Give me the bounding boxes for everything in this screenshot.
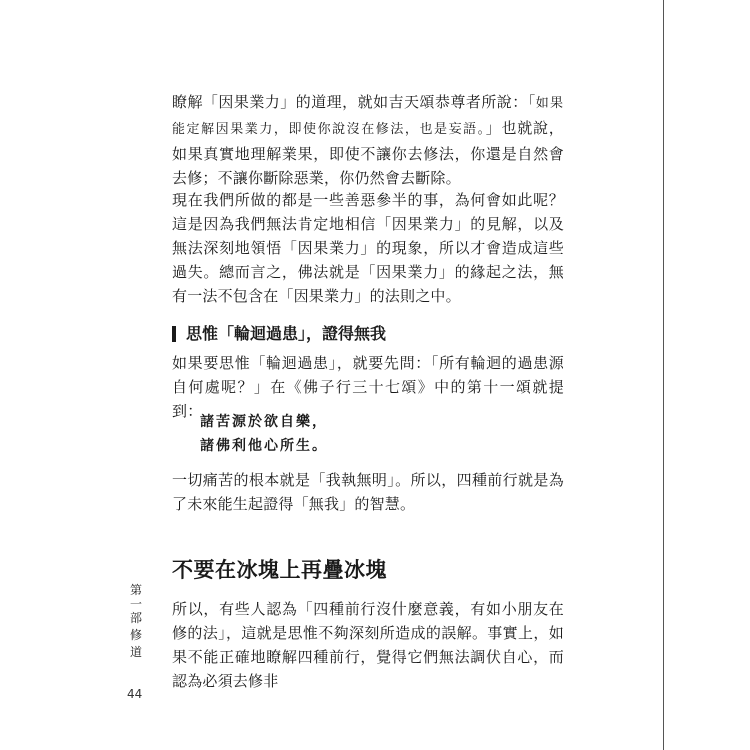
verse-line: 諸佛利他心所生。 [200, 438, 328, 454]
right-margin [664, 0, 750, 750]
running-head-title: 修道 [129, 628, 142, 659]
chapter-title: 不要在冰塊上再疊冰塊 [172, 557, 387, 582]
paragraph-ego-ignorance: 一切痛苦的根本就是「我執無明」。所以，四種前行就是為了未來能生起證得「無我」的智慧。 [172, 471, 564, 513]
paragraph-four-preliminaries: 所以，有些人認為「四種前行沒什麼意義，有如小朋友在修的法」，這就是思惟不夠深刻所造成的誤解。事實上，如果不能正確地瞭解四種前行，覺得它們無法調伏自心，而認為必須去修非 [172, 600, 564, 690]
section-heading-text: 思惟「輪迴過患」，證得無我 [186, 324, 387, 343]
running-head-part: 第一部 [129, 583, 142, 625]
paragraph-text: 瞭解「因果業力」的道理，就如吉天頌恭尊者所說：「 [172, 93, 536, 111]
paragraph-text: 」也就說，如果真實地理解業果，即使不讓你去修法，你還是自然會去修；不讓你斷除惡業，你仍然會去斷除。 [172, 119, 564, 187]
verse-line: 諸苦源於欲自樂， [200, 414, 328, 430]
inline-quote: 如果能定解因果業力，即使你說沒在修法，也是妄語。 [172, 96, 564, 137]
heading-bar-marker [172, 326, 176, 342]
paragraph-good-evil-mixed: 現在我們所做的都是一些善惡參半的事，為何會如此呢？這是因為我們無法肯定地相信「因果業力」的見解，以及無法深刻地領悟「因果業力」的現象，所以才會造成這些過失。總而言之，佛法就是「因果業力」的緣起之法，無有一法不包含在「因果業力」的法則之中。 [172, 191, 564, 305]
paragraph-karma-understanding [172, 90, 564, 190]
section-heading [172, 322, 386, 346]
page-number: 44 [127, 687, 143, 701]
paragraph-samsara-question: 如果要思惟「輪迴過患」，就要先問：「所有輪迴的過患源自何處呢？」在《佛子行三十七頌》中的第十一頌就提到： [172, 354, 564, 420]
